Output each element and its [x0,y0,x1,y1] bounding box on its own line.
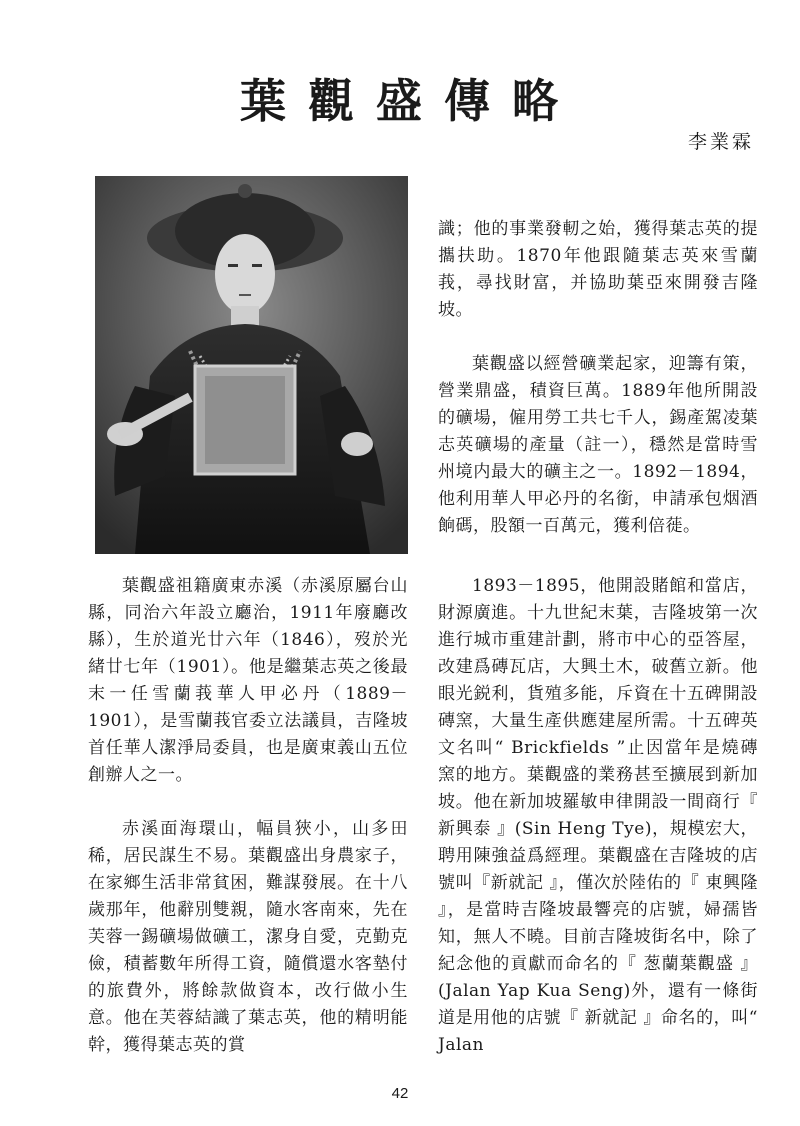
portrait-photo [95,176,408,554]
article-title: 葉觀盛傳略 [240,74,580,128]
column-right-top [438,216,758,540]
paragraph: 1893－1895，他開設賭館和當店，財源廣進。十九世紀末葉，吉隆坡第一次進行城市重建計劃，將市中心的亞答屋，改建爲磚瓦店，大興土木，破舊立新。他眼光鋭利，貨殖多能，斥資在十五碑開設磚窯，大量生產供應建屋所需。十五碑英文名叫“ Brickfields ”止因當年是燒磚窯的地方。葉觀盛的業務甚至擴展到新加坡。他在新加坡羅敏申律開設一間商行『 新興泰 』(Sin Heng Tye)，規模宏大，聘用陳強益爲經理。葉觀盛在吉隆坡的店號叫『新就記 』，僅次於陸佑的『 東興隆 』，是當時吉隆坡最響亮的店號，婦孺皆知，無人不曉。目前吉隆坡街名中，除了紀念他的貢獻而命名的『 葱蘭葉觀盛 』(Jalan Yap Kua Seng)外，還有一條街道是用他的店號『 新就記 』命名的，叫“ Jalan [438,576,758,1055]
author-name: 李業霖 [687,131,754,153]
paragraph: 葉觀盛以經營礦業起家，迎籌有策，營業鼎盛，積資巨萬。1889年他所開設的礦場，僱用勞工共七千人，錫產駕凌葉志英礦場的產量（註一），穩然是當時雪州境内最大的礦主之一。1892－1894，他利用華人甲必丹的名銜，申請承包烟酒餉碼，股額一百萬元，獲利倍蓰。 [438,354,758,536]
column-left-bottom [88,573,408,1059]
paragraph: 識；他的事業發軔之始，獲得葉志英的提攜扶助。1870年他跟隨葉志英來雪蘭莪，尋找財富，并協助葉亞來開發吉隆坡。 [438,219,758,320]
page-number: 42 [391,1085,409,1102]
paragraph: 赤溪面海環山，幅員狹小，山多田稀，居民謀生不易。葉觀盛出身農家子，在家鄉生活非常貧困，難謀發展。在十八歲那年，他辭別雙親，隨水客南來，先在芙蓉一錫礦場做礦工，潔身自愛，克勤克儉，積蓄數年所得工資，隨償還水客墊付的旅費外，將餘款做資本，改行做小生意。他在芙蓉結識了葉志英，他的精明能幹，獲得葉志英的賞 [88,819,408,1055]
column-right-bottom [438,573,758,1059]
paragraph: 葉觀盛祖籍廣東赤溪（赤溪原屬台山縣，同治六年設立廳治，1911年廢廳改縣），生於道光廿六年（1846），歿於光緒廿七年（1901）。他是繼葉志英之後最末一任雪蘭莪華人甲必丹（1889－1901），是雪蘭莪官委立法議員，吉隆坡首任華人潔淨局委員，也是廣東義山五位創辦人之一。 [88,576,408,785]
